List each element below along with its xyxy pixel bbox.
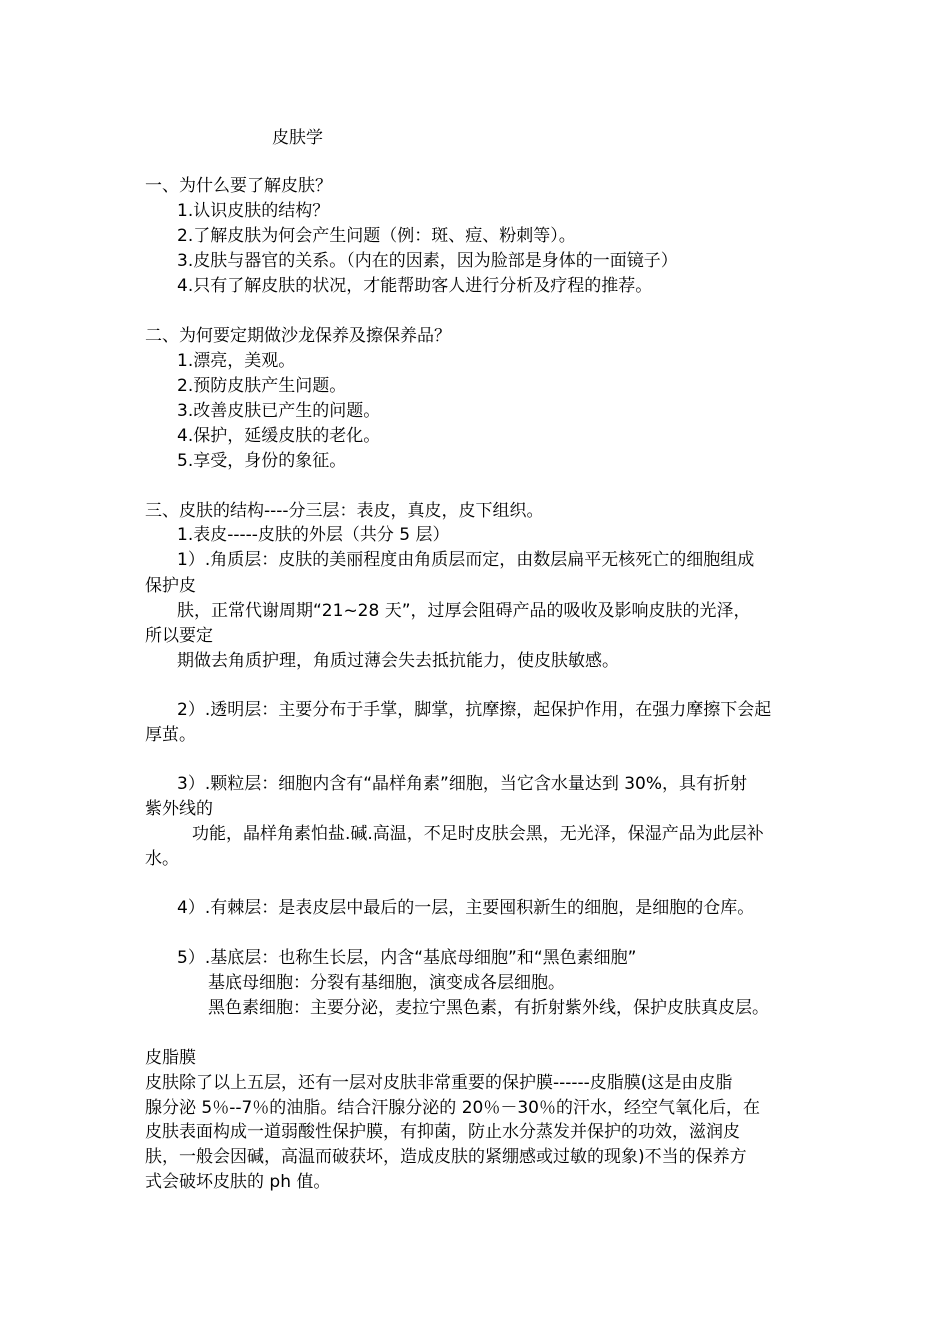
document-title: 皮肤学: [272, 128, 323, 148]
stratum-granulosum-line: 3）.颗粒层：细胞内含有“晶样角素”细胞，当它含水量达到 30%，具有折射: [177, 774, 748, 794]
stratum-corneum-line: 肤，正常代谢周期“21~28 天”，过厚会阻碍产品的吸收及影响皮肤的光泽，: [177, 601, 751, 621]
stratum-lucidum-line: 2）.透明层：主要分布于手掌，脚掌，抗摩擦，起保护作用，在强力摩擦下会起: [177, 700, 772, 720]
stratum-spinosum-line: 4）.有棘层：是表皮层中最后的一层，主要囤积新生的细胞，是细胞的仓库。: [177, 898, 755, 918]
stratum-granulosum-line: 功能，晶样角素怕盐.碱.高温，不足时皮肤会黑，无光泽，保湿产品为此层补: [192, 824, 764, 844]
stratum-corneum-line: 期做去角质护理，角质过薄会失去抵抗能力，使皮肤敏感。: [177, 651, 619, 671]
stratum-corneum-line: 所以要定: [145, 626, 213, 646]
stratum-basale-line: 5）.基底层：也称生长层，内含“基底母细胞”和“黑色素细胞”: [177, 948, 637, 968]
sebum-paragraph-line: 式会破坏皮肤的 ph 值。: [145, 1172, 331, 1192]
section1-item: 4.只有了解皮肤的状况，才能帮助客人进行分析及疗程的推荐。: [177, 276, 653, 296]
section1-item: 1.认识皮肤的结构？: [177, 201, 330, 221]
stratum-granulosum-line: 水。: [145, 849, 179, 869]
sebum-heading: 皮脂膜: [145, 1048, 196, 1068]
sebum-paragraph-line: 皮肤除了以上五层，还有一层对皮肤非常重要的保护膜------皮脂膜(这是由皮脂: [145, 1073, 733, 1093]
stratum-basale-line: 基底母细胞：分裂有基细胞，演变成各层细胞。: [208, 973, 565, 993]
section1-item: 2.了解皮肤为何会产生问题（例：斑、痘、粉刺等）。: [177, 226, 576, 246]
section2-heading: 二、为何要定期做沙龙保养及擦保养品？: [145, 326, 451, 346]
stratum-corneum-line: 保护皮: [145, 576, 196, 596]
stratum-lucidum-line: 厚茧。: [145, 725, 196, 745]
sebum-paragraph-line: 肤，一般会因碱，高温而破获坏，造成皮肤的紧绷感或过敏的现象)不当的保养方: [145, 1147, 747, 1167]
section2-item: 3.改善皮肤已产生的问题。: [177, 401, 381, 421]
section2-item: 5.享受，身份的象征。: [177, 451, 347, 471]
stratum-basale-line: 黑色素细胞：主要分泌，麦拉宁黑色素，有折射紫外线，保护皮肤真皮层。: [208, 998, 769, 1018]
epidermis-subheading: 1.表皮-----皮肤的外层（共分 5 层）: [177, 525, 450, 545]
sebum-paragraph-line: 皮肤表面构成一道弱酸性保护膜，有抑菌，防止水分蒸发并保护的功效，滋润皮: [145, 1122, 740, 1142]
stratum-corneum-line: 1）.角质层：皮肤的美丽程度由角质层而定，由数层扁平无核死亡的细胞组成: [177, 550, 755, 570]
section1-item: 3.皮肤与器官的关系。（内在的因素，因为脸部是身体的一面镜子）: [177, 251, 678, 271]
section2-item: 2.预防皮肤产生问题。: [177, 376, 347, 396]
sebum-paragraph-line: 腺分泌 5％--7％的油脂。结合汗腺分泌的 20％－30％的汗水，经空气氧化后，在: [145, 1098, 760, 1118]
section1-heading: 一、为什么要了解皮肤？: [145, 176, 332, 196]
section2-item: 4.保护，延缓皮肤的老化。: [177, 426, 381, 446]
stratum-granulosum-line: 紫外线的: [145, 799, 213, 819]
section3-heading: 三、皮肤的结构----分三层：表皮，真皮，皮下组织。: [145, 501, 544, 521]
section2-item: 1.漂亮，美观。: [177, 351, 296, 371]
